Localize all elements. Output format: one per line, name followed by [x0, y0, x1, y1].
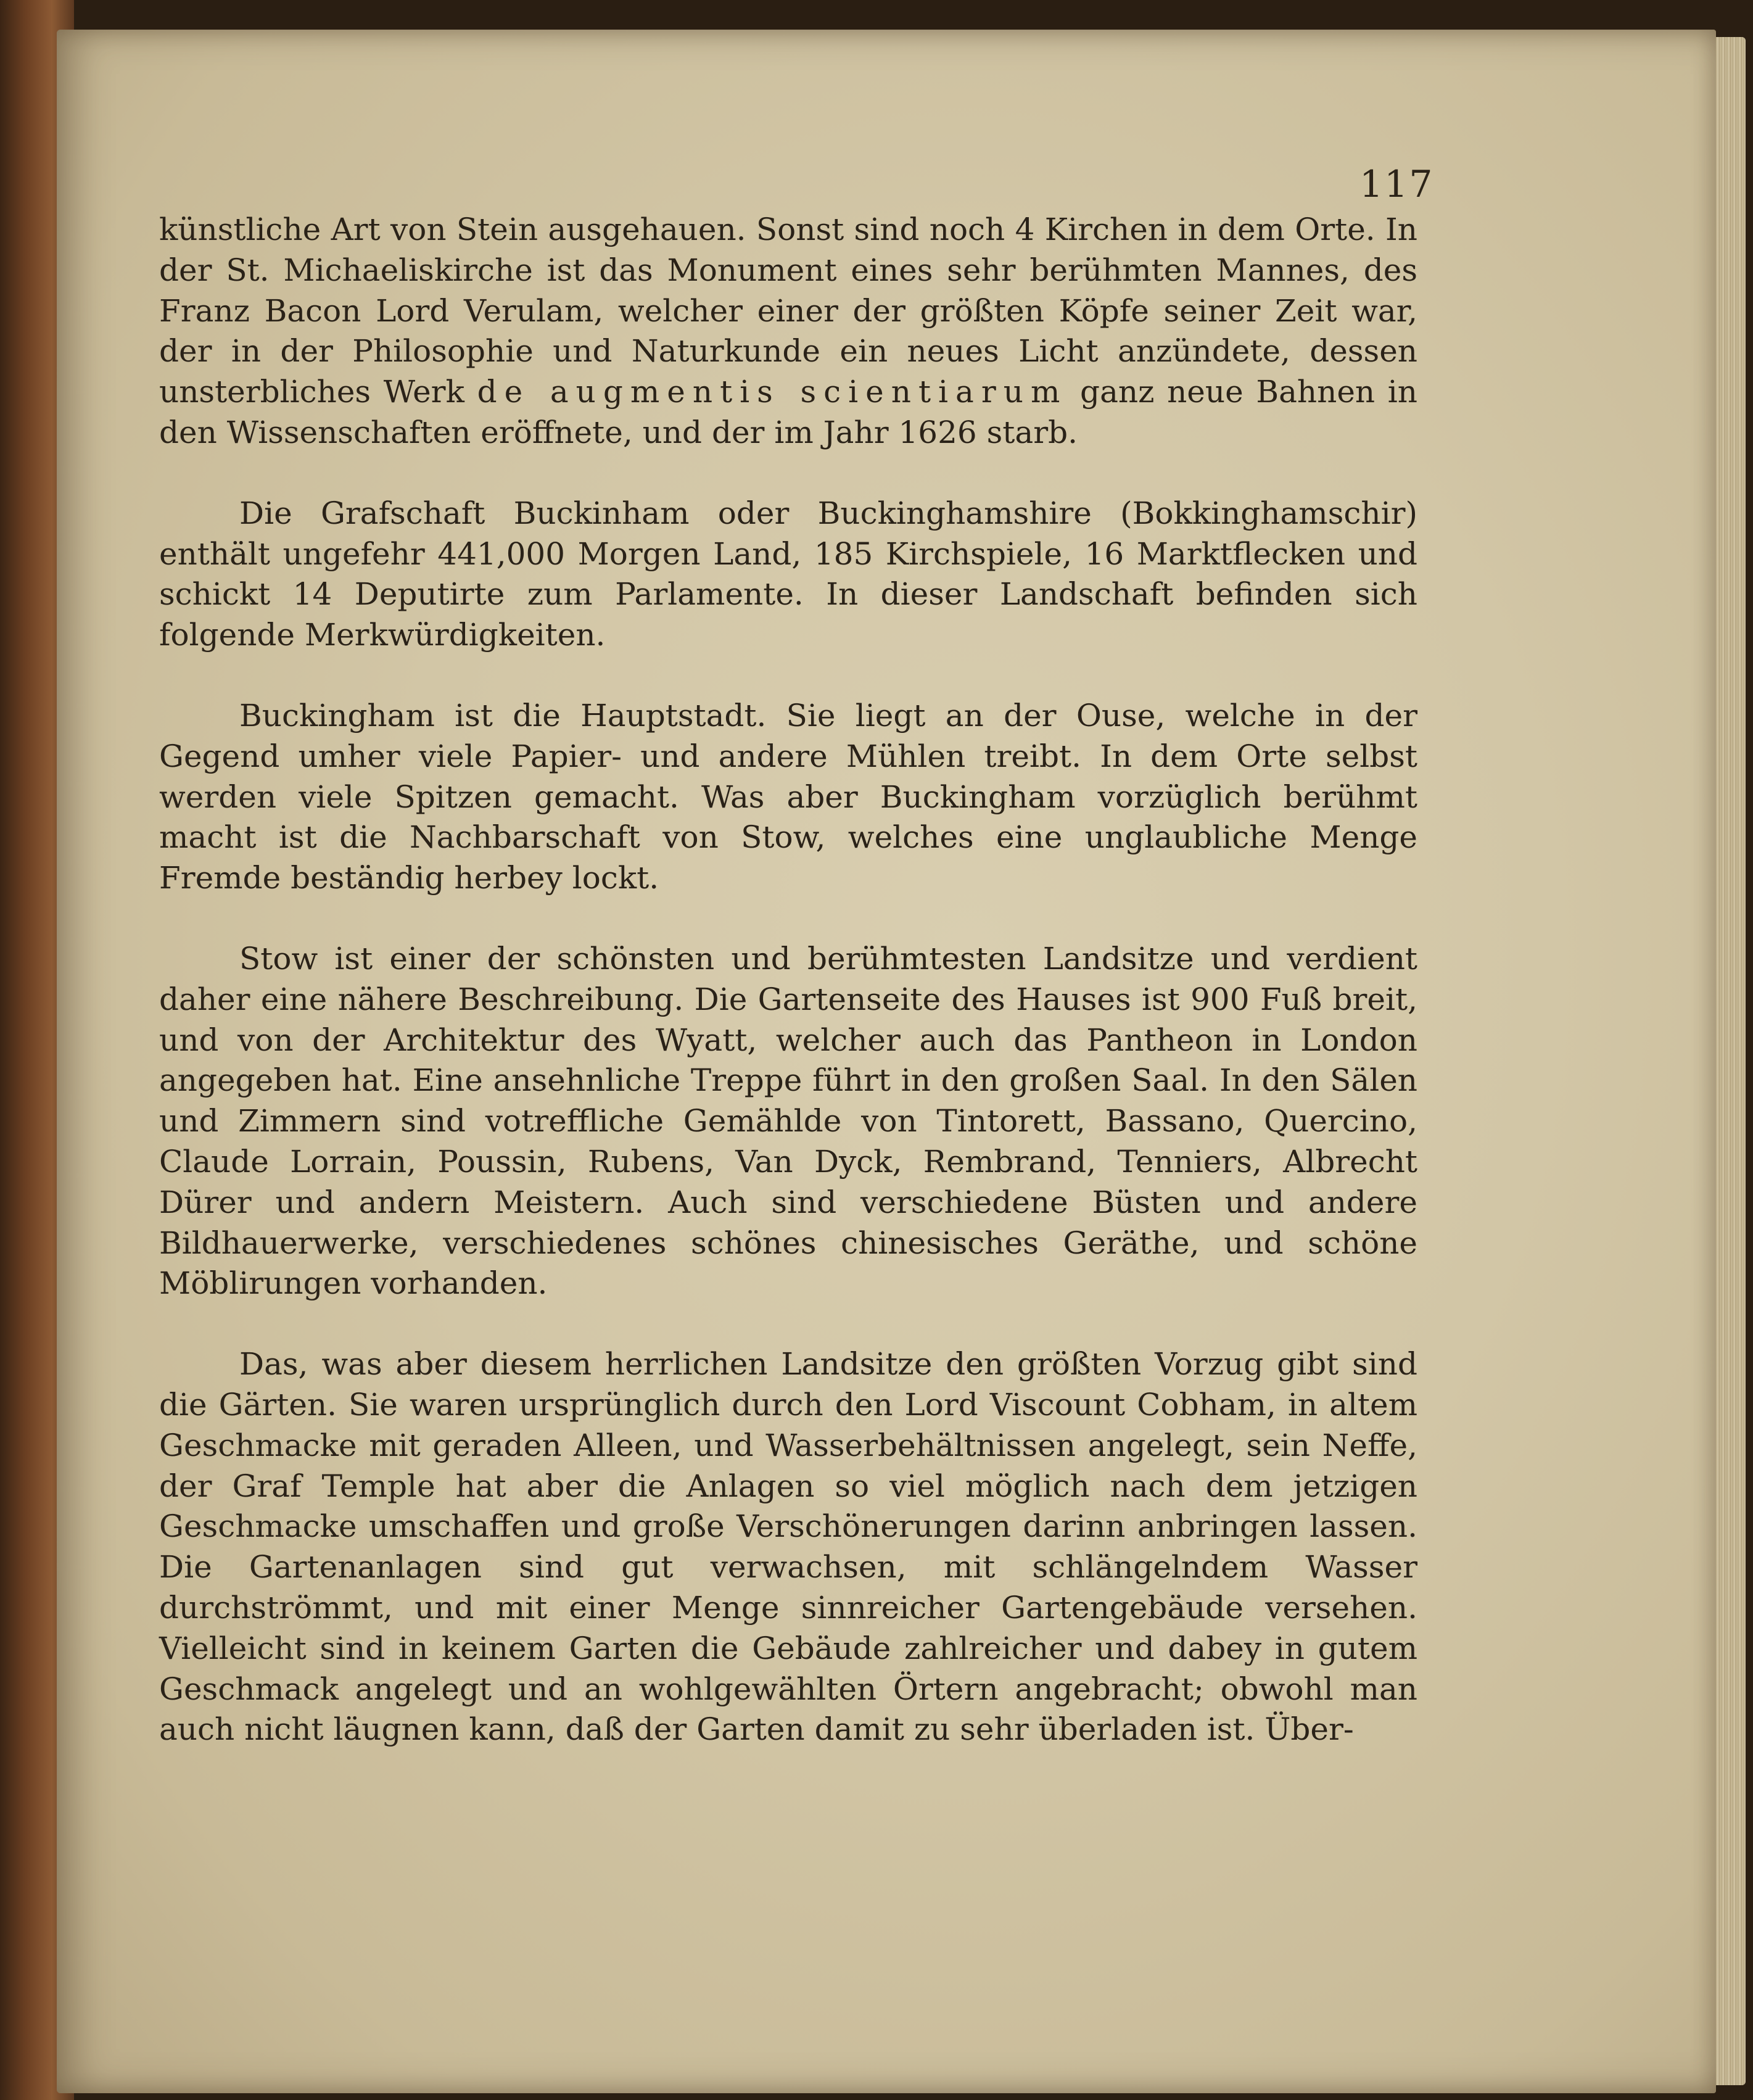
paragraph-grafschaft: Die Grafschaft Buckinham oder Buckinghamshire (Bokkinghamschir) enthält ungefehr 441,000 Morgen Land, 185 Kirchspiele, 16 Marktflecken und schickt 14 Deputirte zum Parlamente. In dieser Landschaft befinden sich folgende Merkwürdigkeiten. [159, 495, 1417, 653]
paragraph-text: künstliche Art von Stein ausgehauen. Sonst sind noch 4 Kirchen in dem Orte. In der St. Michaeliskirche ist das Monument eines sehr berühmten Mannes, des Franz Bacon Lord Verulam, welcher einer der größten Köpfe seiner Zeit war, der in der Philosophie und Naturkunde ein neues Licht anzündete, dessen unsterbliches Werk [159, 212, 1417, 410]
page-body [159, 210, 1417, 1790]
paragraph-gardens: Das, was aber diesem herrlichen Landsitze den größten Vorzug gibt sind die Gärten. Sie waren ursprünglich durch den Lord Viscount Cobham, in altem Geschmacke mit geraden Alleen, und Wasserbehältnissen angelegt, sein Neffe, der Graf Temple hat aber die Anlagen so viel möglich nach dem jetzigen Geschmacke umschaffen und große Verschönerungen darinn anbringen lassen. Die Gartenanlagen sind gut verwachsen, mit schlängelndem Wasser durchströmmt, und mit einer Menge sinnreicher Gartengebäude versehen. Vielleicht sind in keinem Garten die Gebäude zahlreicher und dabey in gutem Geschmack angelegt und an wohlgewählten Örtern angebracht; obwohl man auch nicht läugnen kann, daß der Garten damit zu sehr überladen ist. Über- [159, 1346, 1417, 1748]
paragraph-buckingham: Buckingham ist die Hauptstadt. Sie liegt an der Ouse, welche in der Gegend umher viele Papier- und andere Mühlen treibt. In dem Orte selbst werden viele Spitzen gemacht. Was aber Buckingham vorzüglich berühmt macht ist die Nachbarschaft von Stow, welches eine unglaubliche Menge Fremde beständig herbey lockt. [159, 697, 1417, 896]
paragraph-text: ganz neue Bahnen in den Wissenschaften eröffnete, und der im Jahr 1626 starb. [159, 374, 1418, 450]
page-number: 117 [1359, 163, 1434, 206]
paragraph-stow: Stow ist einer der schönsten und berühmtesten Landsitze und verdient daher eine nähere Beschreibung. Die Gartenseite des Hauses ist 900 Fuß breit, und von der Architektur des Wyatt, welcher auch das Pantheon in London angegeben hat. Eine ansehnliche Treppe führt in den großen Saal. In den Sälen und Zimmern sind votreffliche Gemählde von Tintorett, Bassano, Quercino, Claude Lorrain, Poussin, Rubens, Van Dyck, Rembrand, Tenniers, Albrecht Dürer und andern Meistern. Auch sind verschiedene Büsten und andere Bildhauerwerke, verschiedenes schönes chinesisches Geräthe, und schöne Möblirungen vorhanden. [159, 940, 1417, 1302]
book-title-spaced: de augmentis scientiarum [477, 374, 1068, 410]
paragraph-bacon [159, 210, 1417, 453]
